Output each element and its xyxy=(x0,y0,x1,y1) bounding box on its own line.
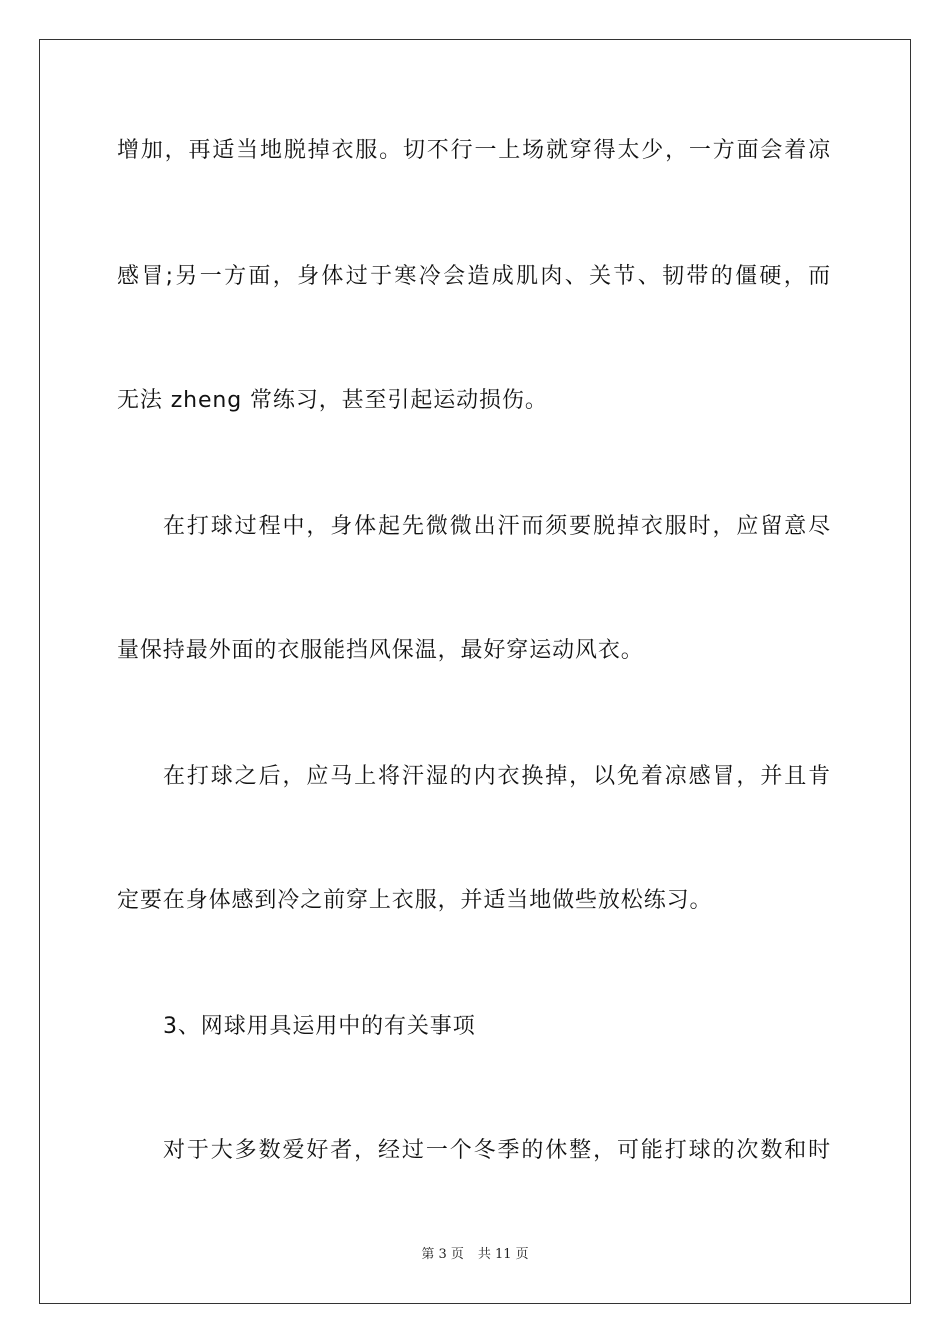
paragraph-first-line: 在打球过程中，身体起先微微出汗而须要脱掉衣服时，应留意尽 xyxy=(163,514,831,539)
section-heading: 3、网球用具运用中的有关事项 xyxy=(163,1014,476,1039)
page-border xyxy=(39,39,911,1304)
body-text-line: 感冒;另一方面，身体过于寒冷会造成肌肉、关节、韧带的僵硬，而 xyxy=(117,264,831,289)
body-text-line: 量保持最外面的衣服能挡风保温，最好穿运动风衣。 xyxy=(117,638,644,663)
body-text-line: 无法 zheng 常练习，甚至引起运动损伤。 xyxy=(117,388,548,413)
body-text-line: 定要在身体感到冷之前穿上衣服，并适当地做些放松练习。 xyxy=(117,888,713,913)
page-footer xyxy=(0,1246,950,1264)
body-text-line: 增加，再适当地脱掉衣服。切不行一上场就穿得太少，一方面会着凉 xyxy=(117,138,831,163)
paragraph-first-line: 在打球之后，应马上将汗湿的内衣换掉，以免着凉感冒，并且肯 xyxy=(163,764,831,789)
paragraph-first-line: 对于大多数爱好者，经过一个冬季的休整，可能打球的次数和时 xyxy=(163,1138,831,1163)
page-number: 第 3 页 xyxy=(421,1247,464,1262)
page-total: 共 11 页 xyxy=(477,1247,529,1262)
